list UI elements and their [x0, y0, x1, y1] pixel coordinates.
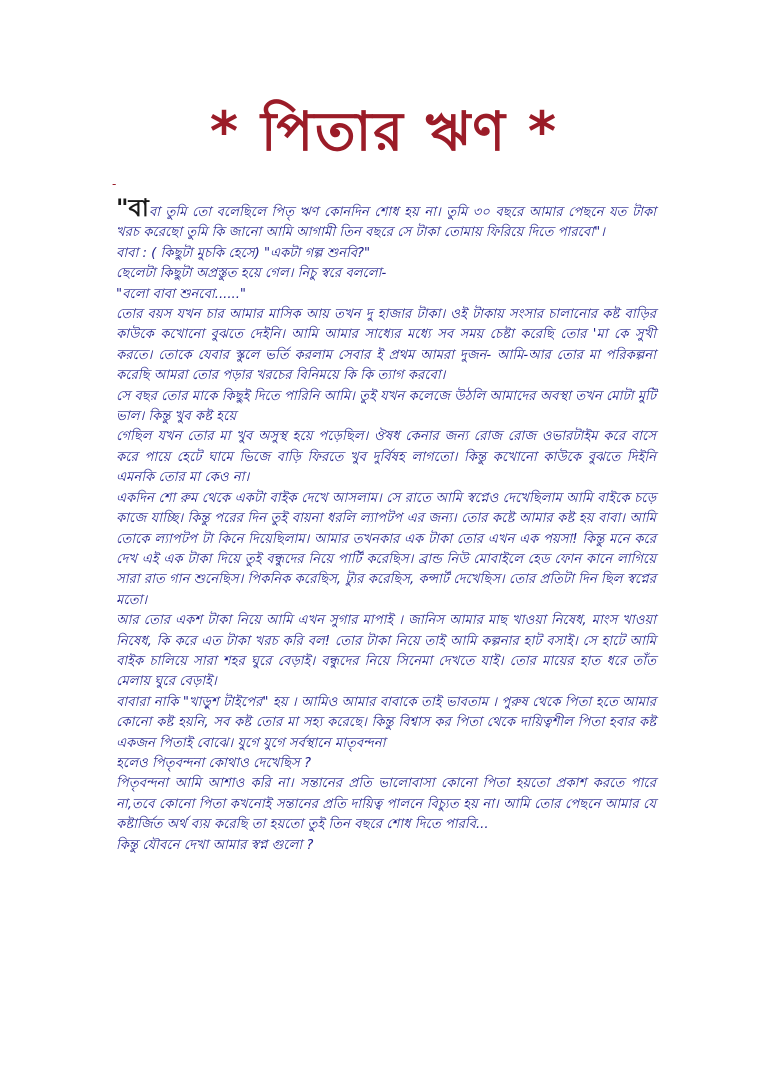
paragraph: ছেলেটা কিছুটা অপ্রস্তুত হয়ে গেল। নিচু স্বরে বললো- — [116, 266, 387, 282]
paragraph: বাবারা নাকি "খাড়ুশ টাইপের" হয় । আমিও আমার বাবাকে তাই ভাবতাম । পুরুষ থেকে পিতা হতে আমার কোনো কষ্ট হয়নি, সব কষ্ট তোর মা সহ্য করেছে। কিন্তু বিশ্বাস কর পিতা থেকে দায়িত্বশীল পিতা হবার কষ্ট একজন পিতাই বোঝে। যুগে যুগে সর্বস্থানে মাতৃবন্দনা — [116, 694, 656, 751]
paragraph: "বলো বাবা শুনবো......" — [116, 286, 246, 302]
paragraph: একদিন শো রুম থেকে একটা বাইক দেখে আসলাম। সে রাতে আমি স্বপ্নেও দেখেছিলাম আমি বাইকে চড়ে কাজে যাচ্ছি। কিন্তু পরের দিন তুই বায়না ধরলি ল্যাপটপ এর জন্য। তোর কষ্টে আমার কষ্ট হয় বাবা। আমি তোকে ল্যাপটপ টা কিনে দিয়েছিলাম। আমার তখনকার এক টাকা তোর এখন এক পয়সা! কিন্তু মনে করে দেখ এই এক টাকা দিয়ে তুই বন্ধুদের নিয়ে পার্টি করেছিস। ব্রান্ড নিউ মোবাইলে হেড ফোন কানে লাগিয়ে সারা রাত গান শুনেছিস। পিকনিক করেছিস, ট্যুর করেছিস, কন্সার্ট দেখেছিস। তোর প্রতিটা দিন ছিল স্বপ্নের মতো। — [116, 490, 656, 608]
story-body — [116, 194, 656, 856]
paragraph: তোর বয়স যখন চার আমার মাসিক আয় তখন দু হাজার টাকা। ওই টাকায় সংসার চালানোর কষ্ট বাড়ির কাউকে কখোনো বুঝতে দেইনি। আমি আমার সাধ্যের মধ্যে সব সময় চেষ্টা করেছি তোর 'মা কে সুখী করতে। তোকে যেবার স্কুলে ভর্তি করলাম সেবার ই প্রথম আমরা দুজন- আমি-আর তোর মা পরিকল্পনা করেছি আমরা তোর পড়ার খরচের বিনিময়ে কি কি ত্যাগ করবো। — [116, 307, 656, 384]
paragraph: কিন্তু যৌবনে দেখা আমার স্বপ্ন গুলো ? — [116, 837, 314, 853]
opening-paragraph — [116, 194, 656, 244]
paragraph: পিতৃবন্দনা আমি আশাও করি না। সন্তানের প্রতি ভালোবাসা কোনো পিতা হয়তো প্রকাশ করতে পারে না,তবে কোনো পিতা কখনোই সন্তানের প্রতি দায়িত্ব পালনে বিচ্যুত হয় না। আমি তোর পেছনে আমার যে কষ্টার্জিত অর্থ ব্যয় করেছি তা হয়তো তুই তিন বছরে শোধ দিতে পারবি... — [116, 776, 656, 833]
separator-mark: - — [112, 177, 117, 191]
paragraph: গেছিল যখন তোর মা খুব অসুস্থ হয়ে পড়েছিল। ঔষধ কেনার জন্য রোজ রোজ ওভারটাইম করে বাসে করে পায়ে হেটে ঘামে ভিজে বাড়ি ফিরতে খুব দুর্বিষহ লাগতো। কিন্তু কখোনো কাউকে বুঝতে দিইনি এমনকি তোর মা কেও না। — [116, 429, 656, 486]
opening-text: বা তুমি তো বলেছিলে পিতৃ ঋণ কোনদিন শোধ হয় না। তুমি ৩০ বছরে আমার পেছনে যত টাকা খরচ করেছো তুমি কি জানো আমি আগামী তিন বছরে সে টাকা তোমায় ফিরিয়ে দিতে পারবো"। — [116, 205, 656, 241]
paragraph: সে বছর তোর মাকে কিছুই দিতে পারিনি আমি। তুই যখন কলেজে উঠলি আমাদের অবস্থা তখন মোটা মুটি ভাল। কিন্তু খুব কষ্ট হয়ে — [116, 388, 656, 425]
page-title: * পিতার ঋণ * — [209, 100, 559, 163]
drop-cap: "বা — [116, 194, 149, 222]
paragraph: হলেও পিতৃবন্দনা কোথাও দেখেছিস ? — [116, 755, 311, 771]
paragraph: আর তোর একশ টাকা নিয়ে আমি এখন সুগার মাপাই । জানিস আমার মাছ খাওয়া নিষেধ, মাংস খাওয়া নিষেধ, কি করে এত টাকা খরচ করি বল! তোর টাকা নিয়ে তাই আমি কল্পনার হাট বসাই। সে হাটে আমি বাইক চালিয়ে সারা শহর ঘুরে বেড়াই। বন্ধুদের নিয়ে সিনেমা দেখতে যাই। তোর মায়ের হাত ধরে তাঁত মেলায় ঘুরে বেড়াই। — [116, 613, 656, 690]
paragraph: বাবা : ( কিছুটা মুচকি হেসে) "একটা গল্প শুনবি?" — [116, 245, 371, 261]
